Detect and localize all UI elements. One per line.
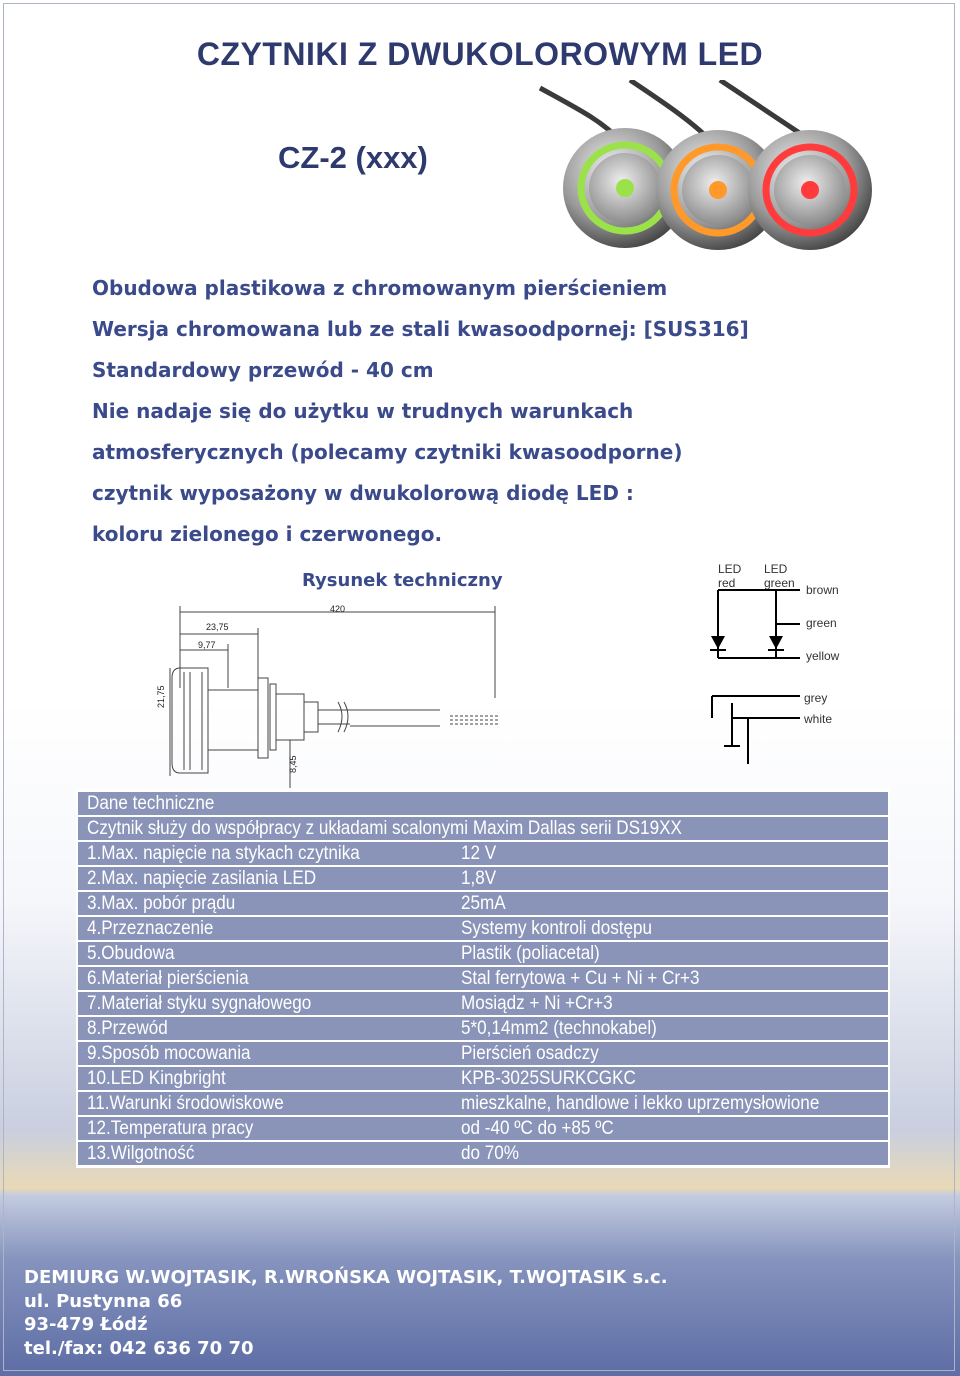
spec-label: 13.Wilgotność	[87, 1143, 195, 1164]
spec-value: KPB-3025SURKCGKC	[461, 1068, 636, 1089]
product-photo	[520, 80, 920, 280]
spec-value: 12 V	[461, 843, 497, 864]
spec-row	[78, 992, 888, 1015]
cable	[720, 80, 810, 140]
spec-row	[78, 1092, 888, 1115]
spec-value: Plastik (poliacetal)	[461, 943, 600, 964]
dim-label: 21,75	[156, 685, 166, 708]
wire-label: white	[804, 712, 833, 726]
spec-subtitle	[78, 817, 888, 840]
spec-label: 12.Temperatura pracy	[87, 1118, 254, 1139]
reader-red	[748, 130, 872, 250]
spec-value: od -40 ºC do +85 ºC	[461, 1118, 614, 1139]
spec-label: 11.Warunki środowiskowe	[87, 1093, 284, 1114]
spec-row	[78, 942, 888, 965]
spec-row	[78, 1142, 888, 1165]
wire-label: grey	[804, 691, 828, 705]
technical-drawing	[150, 598, 510, 793]
dim-label: 8,45	[288, 755, 298, 773]
dim-label: 9,77	[198, 640, 216, 650]
spec-row	[78, 917, 888, 940]
address-city: 93-479 Łódź	[24, 1314, 148, 1335]
diode-red-icon	[711, 636, 725, 649]
spec-header-text: Dane techniczne	[87, 793, 215, 814]
spec-value: Systemy kontroli dostępu	[461, 918, 653, 939]
diode-green-icon	[769, 636, 783, 649]
spec-row	[78, 1117, 888, 1140]
dim-label: 23,75	[206, 622, 229, 632]
spec-label: 8.Przewód	[87, 1018, 168, 1039]
spec-value: Mosiądz + Ni +Cr+3	[461, 993, 613, 1014]
spec-row	[78, 1017, 888, 1040]
spec-label: 9.Sposób mocowania	[87, 1043, 251, 1064]
description-line: czytnik wyposażony w dwukolorową diodę LED :	[92, 481, 634, 505]
spec-value: Stal ferrytowa + Cu + Ni + Cr+3	[461, 968, 700, 989]
spec-row	[78, 867, 888, 890]
spec-value: 25mA	[461, 893, 506, 914]
spec-label: 5.Obudowa	[87, 943, 175, 964]
spec-label: 10.LED Kingbright	[87, 1068, 226, 1089]
description-line: Standardowy przewód - 40 cm	[92, 358, 434, 382]
spec-table	[76, 789, 890, 1168]
drawing-title: Rysunek techniczny	[302, 570, 503, 591]
spec-label: 4.Przeznaczenie	[87, 918, 214, 939]
spec-row	[78, 842, 888, 865]
wire-label: brown	[806, 583, 839, 597]
led-red-label: red	[718, 576, 736, 590]
led-red-label: LED	[718, 562, 742, 576]
spec-label: 7.Materiał styku sygnałowego	[87, 993, 312, 1014]
spec-header	[78, 792, 888, 815]
spec-value: mieszkalne, handlowe i lekko uprzemysłowione	[461, 1093, 820, 1114]
spec-row	[78, 1042, 888, 1065]
company-name: DEMIURG W.WOJTASIK, R.WROŃSKA WOJTASIK, T.WOJTASIK s.c.	[24, 1267, 668, 1288]
spec-value: 1,8V	[461, 868, 497, 889]
description-line: Nie nadaje się do użytku w trudnych warunkach	[92, 399, 634, 423]
footer	[24, 1266, 668, 1360]
page-title: CZYTNIKI Z DWUKOLOROWYM LED	[196, 36, 764, 72]
led-green-label: LED	[764, 562, 788, 576]
spec-label: 3.Max. pobór prądu	[87, 893, 236, 914]
spec-label: 2.Max. napięcie zasilania LED	[87, 868, 317, 889]
description-line: atmosferycznych (polecamy czytniki kwasoodporne)	[92, 440, 683, 464]
spec-value: Pierścień osadczy	[461, 1043, 599, 1064]
dim-label: 420	[330, 604, 346, 614]
spec-row	[78, 892, 888, 915]
spec-label: 6.Materiał pierścienia	[87, 968, 249, 989]
address-street: ul. Pustynna 66	[24, 1290, 183, 1312]
description-line: Obudowa plastikowa z chromowanym pierścieniem	[92, 276, 668, 300]
model-code: CZ-2 (xxx)	[278, 140, 428, 175]
phone-fax: tel./fax: 042 636 70 70	[24, 1337, 254, 1359]
spec-row	[78, 1067, 888, 1090]
led-green-label: green	[764, 576, 795, 590]
spec-subtitle-text: Czytnik służy do współpracy z układami scalonymi Maxim Dallas serii DS19XX	[87, 818, 682, 839]
wiring-schematic	[700, 558, 860, 768]
spec-row	[78, 967, 888, 990]
wire-label: green	[806, 616, 837, 630]
spec-value: do 70%	[461, 1143, 520, 1164]
spec-value: 5*0,14mm2 (technokabel)	[461, 1018, 657, 1039]
description-line: Wersja chromowana lub ze stali kwasoodpornej: [SUS316]	[92, 317, 749, 341]
spec-label: 1.Max. napięcie na stykach czytnika	[87, 843, 360, 864]
wire-label: yellow	[806, 649, 840, 663]
description-line: koloru zielonego i czerwonego.	[92, 522, 443, 546]
